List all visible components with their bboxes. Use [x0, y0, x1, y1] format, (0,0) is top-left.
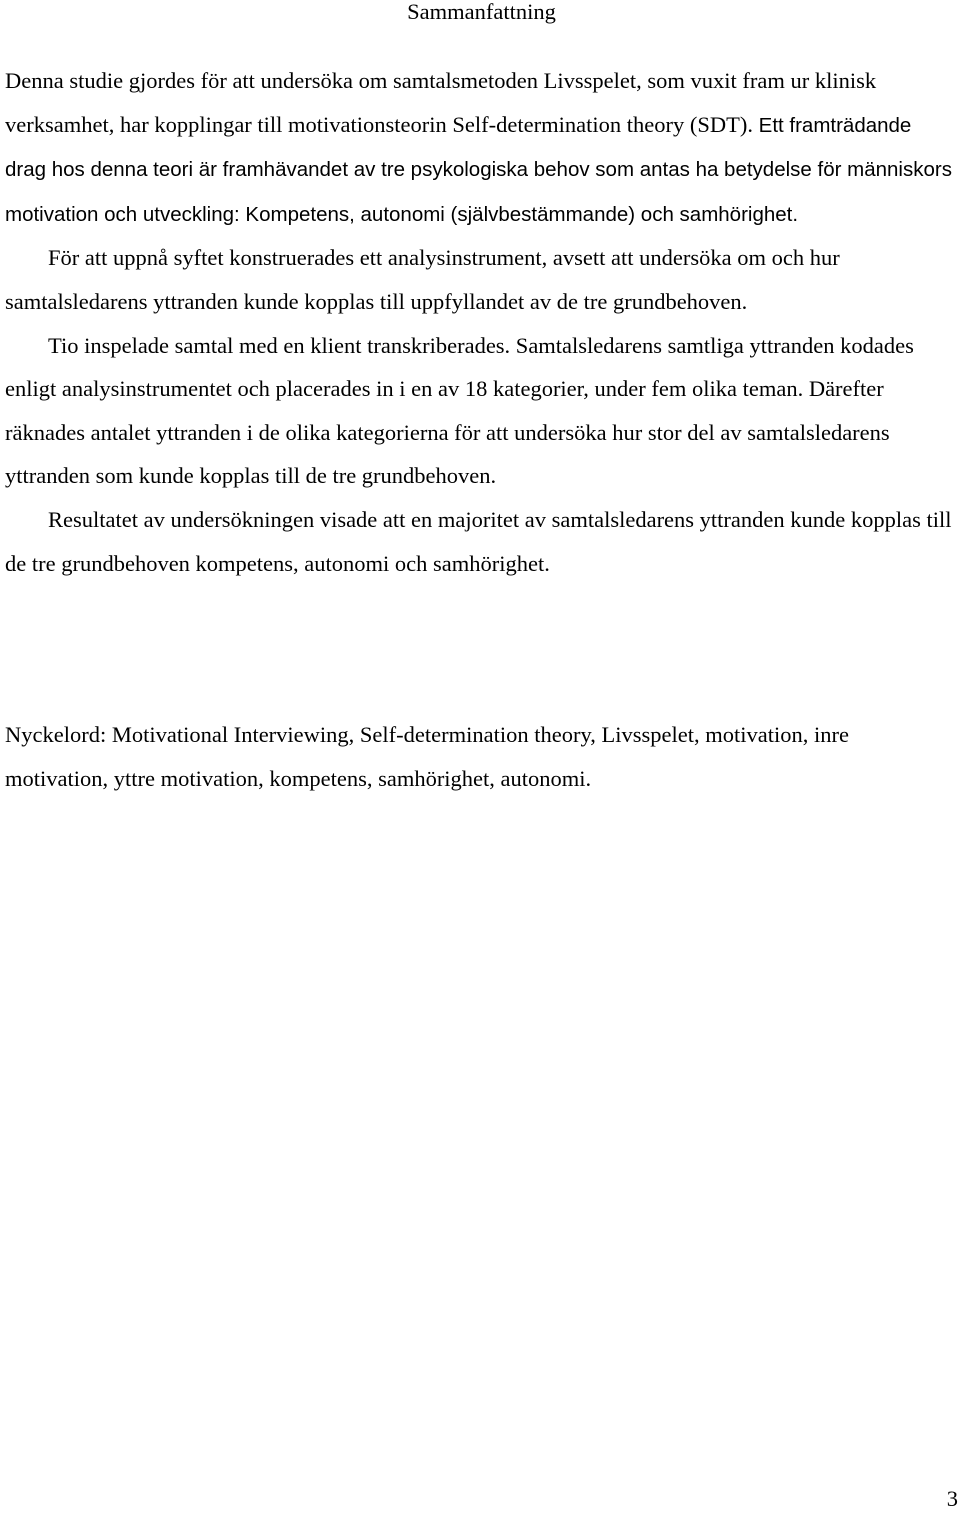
abstract-paragraph-1 [5, 59, 955, 236]
abstract-paragraph-1-part-1: Denna studie gjordes för att undersöka om samtalsmetoden Livsspelet, som vuxit fram ur klinisk verksamhet, har kopplingar till motivationsteorin Self-determination theory (SDT). [5, 68, 877, 137]
abstract-body [5, 59, 955, 585]
page-number: 3 [946, 1486, 958, 1511]
keywords: Nyckelord: Motivational Interviewing, Self-determination theory, Livsspelet, motivation, inre motivation, yttre motivation, kompetens, samhörighet, autonomi. [5, 722, 849, 791]
abstract-paragraph-2: För att uppnå syftet konstruerades ett analysinstrument, avsett att undersöka om och hur samtalsledarens yttranden kunde kopplas till uppfyllandet av de tre grundbehoven. [5, 245, 840, 314]
page-title: Sammanfattning [407, 0, 556, 24]
abstract-paragraph-4: Resultatet av undersökningen visade att en majoritet av samtalsledarens yttranden kunde kopplas till de tre grundbehoven kompetens, autonomi och samhörighet. [5, 506, 952, 576]
abstract-paragraph-3: Tio inspelade samtal med en klient transkriberades. Samtalsledarens samtliga yttranden kodades enligt analysinstrumentet och placerades in i en av 18 kategorier, under fem olika teman. Därefter räknades antalet yttranden i de olika kategorierna för att undersöka hur stor del av samtalsledarens yttranden som kunde kopplas till de tre grundbehoven. [5, 332, 914, 489]
abstract-paragraph-1-part-2: Ett framträdande drag hos denna teori är framhävandet av tre psykologiska behov som antas ha betydelse för människors motivation och utveckling: Kompetens, autonomi (självbestämmande) och samhörighet. [5, 113, 952, 226]
